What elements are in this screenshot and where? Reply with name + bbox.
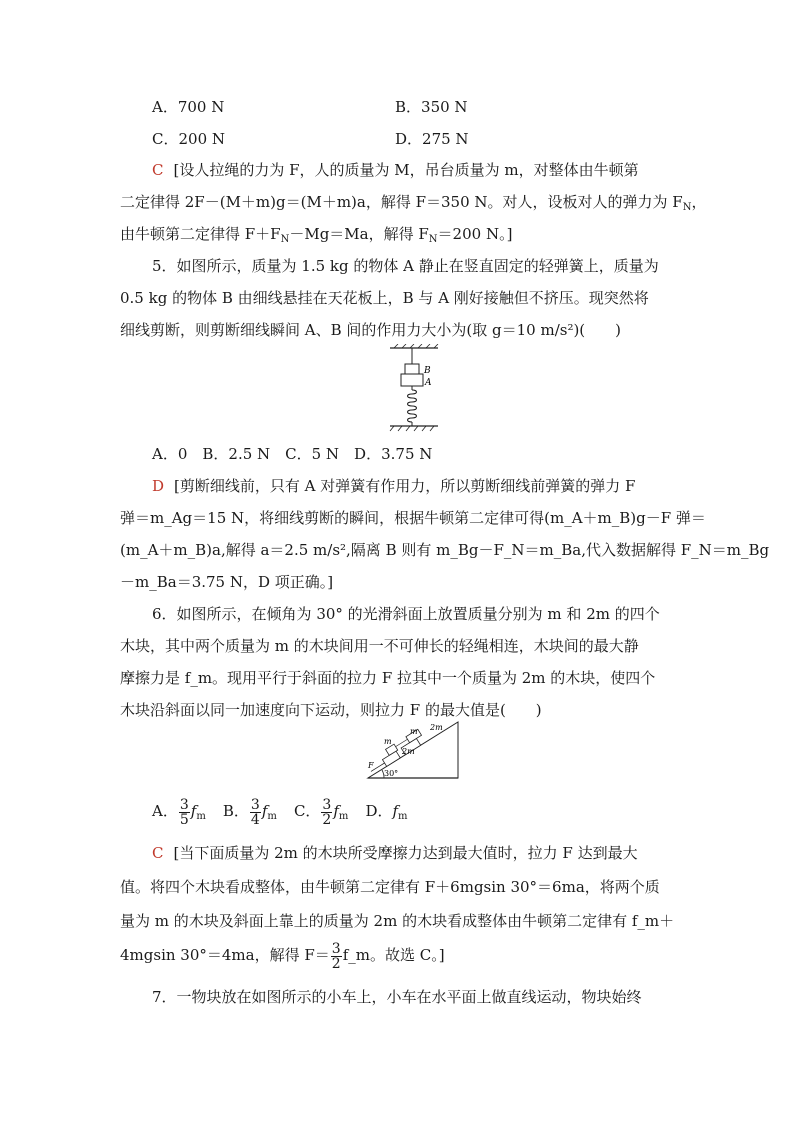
spring-block-figure	[388, 344, 448, 436]
option-d: D．275 N	[395, 130, 469, 148]
q6-option-d: D．$f_m$	[365, 802, 408, 822]
q4-answer-line-2: 二定律得 2F－(M＋m)g＝(M＋m)a，解得 F＝350 N。对人，设板对人的弹力为 $F_N$，	[120, 193, 707, 213]
q5-options: A．0 B．2.5 N C．5 N D．3.75 N	[152, 445, 433, 463]
answer-letter: C	[152, 161, 164, 179]
block-a-label: A	[425, 378, 432, 388]
q5-answer-line-3: (m_A＋m_B)a,解得 a＝2.5 m/s²,隔离 B 则有 m_Bg－F_N＝m_Ba,代入数据解得 F_N＝m_Bg	[120, 541, 770, 559]
q7-stem-line-1: 7．一物块放在如图所示的小车上，小车在水平面上做直线运动，物块始终	[152, 988, 642, 1006]
q6-options	[152, 794, 712, 828]
q6-answer-line-3: 量为 m 的木块及斜面上靠上的质量为 2m 的木块看成整体由牛顿第二定律有 f_m＋	[120, 912, 675, 930]
q6-stem-line-4: 木块沿斜面以同一加速度向下运动，则拉力 F 的最大值是( )	[120, 701, 542, 719]
q6-stem-line-3: 摩擦力是 f_m。现用平行于斜面的拉力 F 拉其中一个质量为 2m 的木块，使四个	[120, 669, 656, 687]
incline-figure	[362, 716, 462, 784]
option-b: B．350 N	[395, 98, 468, 116]
mass-2m-bottom: 2m	[402, 747, 415, 756]
q6-option-a: A． $\frac{3}{5}$ $f_m$	[152, 796, 206, 828]
option-a: A．700 N	[152, 98, 225, 116]
force-label: F	[368, 761, 374, 770]
q4-answer-line-1: C [设人拉绳的力为 F，人的质量为 M，吊台质量为 m，对整体由牛顿第	[152, 161, 639, 179]
block-b-label: B	[424, 366, 431, 376]
q6-option-c: C． $\frac{3}{2}$ $f_m$	[293, 796, 349, 828]
q4-answer-line-3: 由牛顿第二定律得 $F+F_N-Mg=Ma$，解得 $F_N=200$ N。]	[120, 225, 513, 245]
angle-label: 30°	[384, 769, 399, 778]
q6-stem-line-1: 6．如图所示，在倾角为 30° 的光滑斜面上放置质量分别为 m 和 2m 的四个	[152, 605, 660, 623]
answer-letter: C	[152, 844, 164, 862]
q5-stem-line-1: 5．如图所示，质量为 1.5 kg 的物体 A 静止在竖直固定的轻弹簧上，质量为	[152, 257, 659, 275]
q6-answer-line-1: C [当下面质量为 2m 的木块所受摩擦力达到最大值时，拉力 F 达到最大	[152, 844, 638, 862]
mass-m-top: m	[410, 727, 418, 736]
q5-stem-line-3: 细线剪断，则剪断细线瞬间 A、B 间的作用力大小为(取 g＝10 m/s²)( )	[120, 321, 622, 339]
mass-m-bottom: m	[384, 737, 392, 746]
q5-stem-line-2: 0.5 kg 的物体 B 由细线悬挂在天花板上，B 与 A 刚好接触但不挤压。现突然将	[120, 289, 649, 307]
q6-answer-line-4: 4mgsin 30°＝4ma，解得 F＝ $\frac{3}{2}$ f_m。故选 C。]	[120, 940, 445, 972]
q5-answer-line-4: －m_Ba＝3.75 N，D 项正确。]	[120, 573, 334, 591]
q5-answer-line-1: D [剪断细线前，只有 A 对弹簧有作用力，所以剪断细线前弹簧的弹力 F	[152, 477, 636, 495]
q6-option-b: B． $\frac{3}{4}$ $f_m$	[222, 796, 277, 828]
mass-2m-top: 2m	[430, 723, 443, 732]
q6-answer-line-2: 值。将四个木块看成整体，由牛顿第二定律有 F＋6mgsin 30°＝6ma，将两个质	[120, 878, 660, 896]
q5-answer-line-2: 弹＝m_Ag＝15 N，将细线剪断的瞬间，根据牛顿第二定律可得(m_A＋m_B)g－F 弹＝	[120, 509, 706, 527]
option-c: C．200 N	[152, 130, 226, 148]
q6-stem-line-2: 木块，其中两个质量为 m 的木块间用一不可伸长的轻绳相连，木块间的最大静	[120, 637, 639, 655]
answer-letter: D	[152, 477, 165, 495]
